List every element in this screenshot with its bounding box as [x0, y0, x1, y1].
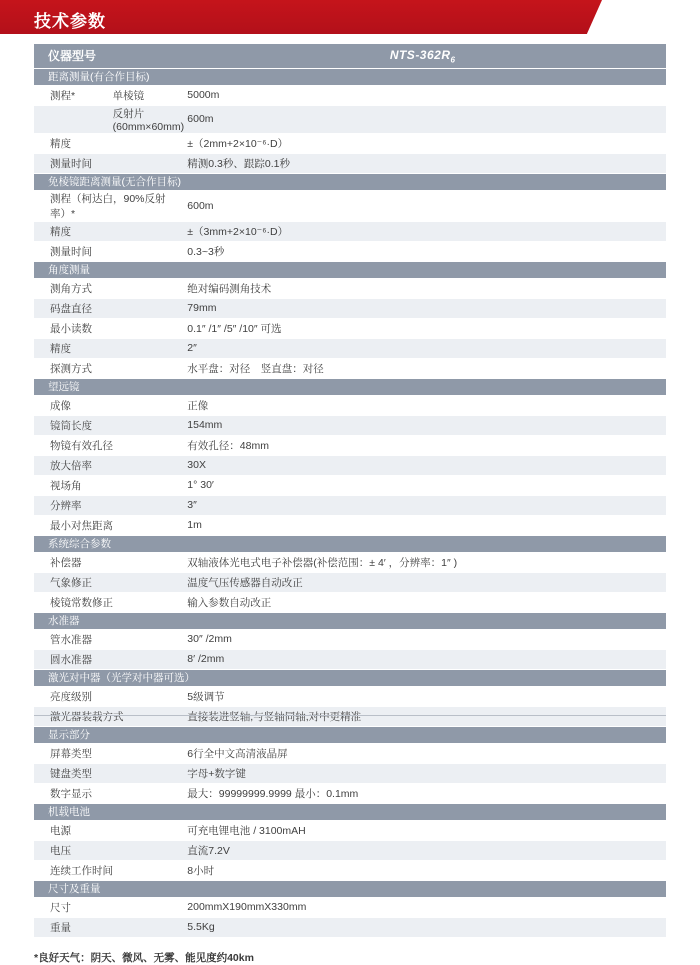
section-header-row	[34, 535, 666, 552]
table-row	[34, 358, 666, 378]
row-value: 最大：99999999.9999 最小：0.1mm	[179, 783, 666, 803]
section-header-row	[34, 378, 666, 395]
row-value: 有效孔径：48mm	[179, 435, 666, 455]
row-sublabel: 反射片(60mm×60mm)	[107, 105, 180, 133]
page-banner	[0, 0, 700, 34]
table-row	[34, 686, 666, 706]
row-value: 600m	[179, 105, 666, 133]
row-label: 管水准器	[34, 629, 179, 649]
table-row	[34, 338, 666, 358]
row-value: 输入参数自动改正	[179, 592, 666, 612]
table-row	[34, 435, 666, 455]
row-label: 气象修正	[34, 572, 179, 592]
row-value: 1m	[179, 515, 666, 535]
section-header-row	[34, 669, 666, 686]
section-title: 角度测量	[34, 261, 666, 278]
row-label: 电源	[34, 820, 179, 840]
table-row	[34, 455, 666, 475]
row-label: 测角方式	[34, 278, 179, 298]
table-row	[34, 415, 666, 435]
table-row	[34, 860, 666, 880]
bottom-divider	[34, 715, 666, 716]
table-row	[34, 706, 666, 726]
row-value: 绝对编码测角技术	[179, 278, 666, 298]
row-label: 最小对焦距离	[34, 515, 179, 535]
table-row	[34, 783, 666, 803]
table-row	[34, 395, 666, 415]
model-header-row	[34, 44, 666, 68]
section-title: 免棱镜距离测量(无合作目标)	[34, 173, 666, 190]
row-label: 测程*	[34, 85, 107, 105]
row-label: 视场角	[34, 475, 179, 495]
row-value: 600m	[179, 190, 666, 221]
row-label: 精度	[34, 221, 179, 241]
row-value: 双轴液体光电式电子补偿器(补偿范围：± 4′ ，分辨率：1″ )	[179, 552, 666, 572]
row-label: 测程（柯达白，90%反射率）*	[34, 190, 179, 221]
table-row	[34, 629, 666, 649]
table-row	[34, 153, 666, 173]
row-value: 可充电锂电池 / 3100mAH	[179, 820, 666, 840]
table-row	[34, 318, 666, 338]
section-title: 系统综合参数	[34, 535, 666, 552]
page-title: 技术参数	[34, 12, 106, 31]
row-value: 5000m	[179, 85, 666, 105]
section-header-row	[34, 261, 666, 278]
row-value: 79mm	[179, 298, 666, 318]
table-row	[34, 241, 666, 261]
row-value: 200mmX190mmX330mm	[179, 897, 666, 917]
spec-table-body	[34, 44, 666, 937]
row-value: 8小时	[179, 860, 666, 880]
row-value: 2″	[179, 338, 666, 358]
spec-table-wrapper	[0, 34, 700, 938]
row-label: 分辨率	[34, 495, 179, 515]
section-header-row	[34, 726, 666, 743]
row-label: 测量时间	[34, 241, 179, 261]
table-row	[34, 552, 666, 572]
table-row	[34, 649, 666, 669]
row-value: 正像	[179, 395, 666, 415]
row-label: 补偿器	[34, 552, 179, 572]
row-label	[34, 105, 107, 133]
section-title: 水准器	[34, 612, 666, 629]
row-label: 数字显示	[34, 783, 179, 803]
row-value: ±（2mm+2×10⁻⁶·D）	[179, 133, 666, 153]
table-row	[34, 105, 666, 133]
section-title: 尺寸及重量	[34, 880, 666, 897]
row-label: 精度	[34, 338, 179, 358]
table-row	[34, 495, 666, 515]
row-value: 1° 30′	[179, 475, 666, 495]
row-value: 直流7.2V	[179, 840, 666, 860]
row-value: 6行全中文高清液晶屏	[179, 743, 666, 763]
section-title: 距离测量(有合作目标)	[34, 68, 666, 85]
table-row	[34, 133, 666, 153]
row-value: 30X	[179, 455, 666, 475]
table-row	[34, 820, 666, 840]
row-label: 重量	[34, 917, 179, 937]
row-label: 放大倍率	[34, 455, 179, 475]
row-value: 字母+数字键	[179, 763, 666, 783]
section-header-row	[34, 612, 666, 629]
section-header-row	[34, 803, 666, 820]
row-value: 温度气压传感器自动改正	[179, 572, 666, 592]
row-label: 精度	[34, 133, 179, 153]
row-label: 成像	[34, 395, 179, 415]
row-label: 亮度级别	[34, 686, 179, 706]
table-row	[34, 763, 666, 783]
table-row	[34, 917, 666, 937]
row-label: 最小读数	[34, 318, 179, 338]
row-label: 连续工作时间	[34, 860, 179, 880]
row-value: 直接装进竖轴,与竖轴同轴,对中更精准	[179, 706, 666, 726]
row-value: 3″	[179, 495, 666, 515]
table-row	[34, 572, 666, 592]
table-row	[34, 298, 666, 318]
table-row	[34, 475, 666, 495]
row-label: 键盘类型	[34, 763, 179, 783]
table-row	[34, 278, 666, 298]
row-value: ±（3mm+2×10⁻⁶·D）	[179, 221, 666, 241]
row-label: 屏幕类型	[34, 743, 179, 763]
row-sublabel: 单棱镜	[107, 85, 180, 105]
row-label: 测量时间	[34, 153, 179, 173]
spec-table	[34, 44, 666, 938]
section-title: 显示部分	[34, 726, 666, 743]
table-row	[34, 743, 666, 763]
row-value: 30″ /2mm	[179, 629, 666, 649]
row-value: 精测0.3秒、跟踪0.1秒	[179, 153, 666, 173]
row-value: 0.1″ /1″ /5″ /10″ 可选	[179, 318, 666, 338]
row-value: 5.5Kg	[179, 917, 666, 937]
row-label: 棱镜常数修正	[34, 592, 179, 612]
row-label: 圆水准器	[34, 649, 179, 669]
row-label: 镜筒长度	[34, 415, 179, 435]
section-header-row	[34, 880, 666, 897]
table-row	[34, 190, 666, 221]
row-label: 探测方式	[34, 358, 179, 378]
model-header-label: 仪器型号	[34, 44, 179, 68]
row-label: 激光器装载方式	[34, 706, 179, 726]
row-value: 5级调节	[179, 686, 666, 706]
section-header-row	[34, 173, 666, 190]
table-row	[34, 85, 666, 105]
section-header-row	[34, 68, 666, 85]
footnote: *良好天气：阴天、微风、无雾、能见度约40km	[34, 951, 254, 964]
row-value: 0.3~3秒	[179, 241, 666, 261]
row-label: 码盘直径	[34, 298, 179, 318]
row-value: 154mm	[179, 415, 666, 435]
table-row	[34, 592, 666, 612]
table-row	[34, 897, 666, 917]
table-row	[34, 515, 666, 535]
model-header-value: NTS-$362R_6$	[179, 44, 666, 68]
banner-slash-decoration	[587, 0, 700, 34]
section-title: 机载电池	[34, 803, 666, 820]
row-label: 尺寸	[34, 897, 179, 917]
section-title: 激光对中器（光学对中器可选）	[34, 669, 666, 686]
row-label: 物镜有效孔径	[34, 435, 179, 455]
row-value: 水平盘：对径 竖直盘：对径	[179, 358, 666, 378]
row-value: 8′ /2mm	[179, 649, 666, 669]
table-row	[34, 840, 666, 860]
table-row	[34, 221, 666, 241]
row-label: 电压	[34, 840, 179, 860]
section-title: 望远镜	[34, 378, 666, 395]
